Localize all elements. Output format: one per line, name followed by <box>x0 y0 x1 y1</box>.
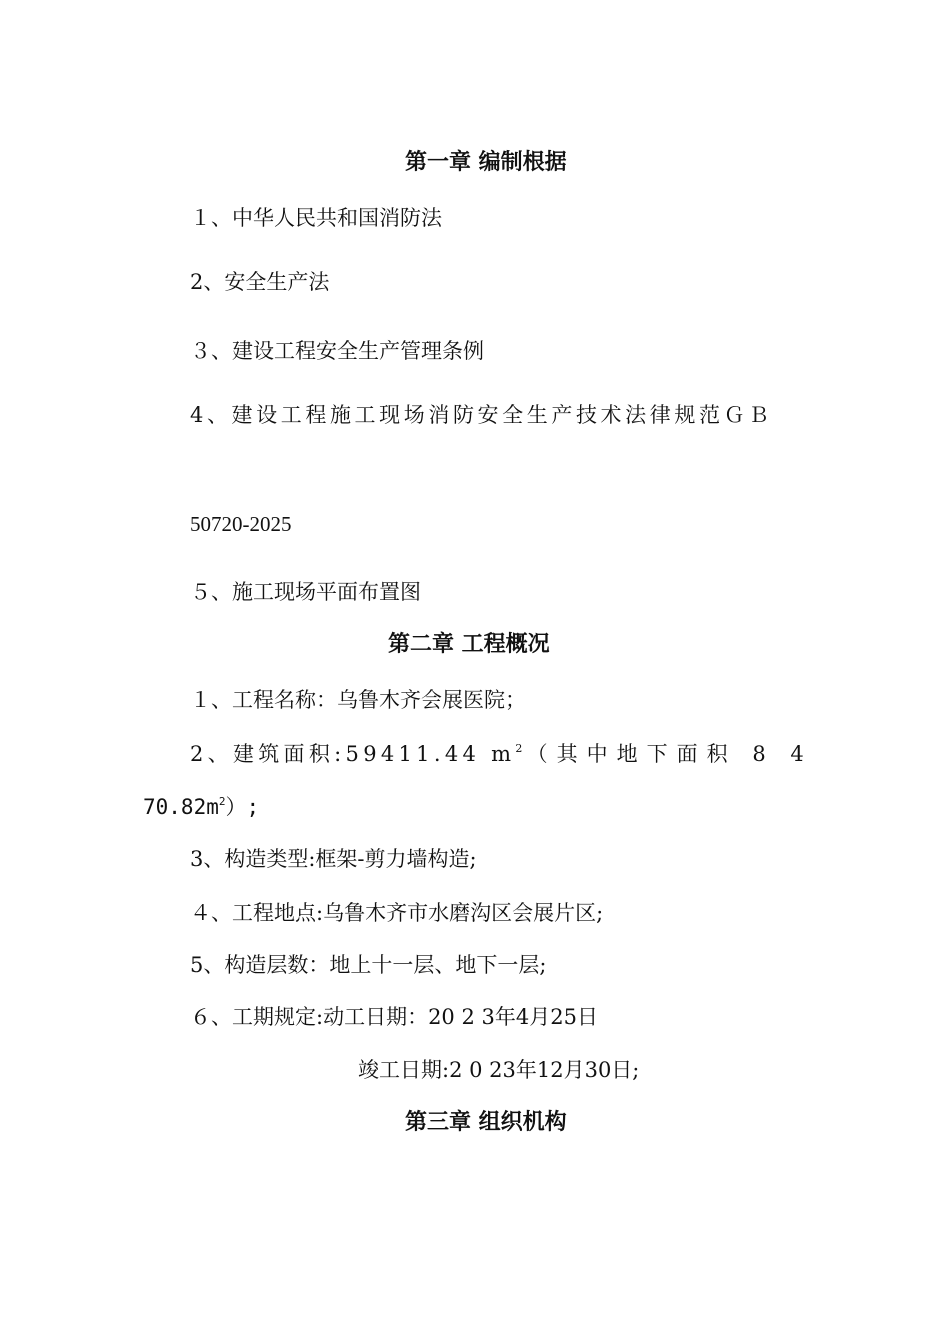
overview-item-2-end: ）; <box>225 795 260 819</box>
overview-item-4: ４、工程地点:乌鲁木齐市水磨沟区会展片区; <box>190 901 604 925</box>
basis-item-4: 4、建设工程施工现场消防安全生产技术法律规范ＧＢ <box>190 403 773 427</box>
basis-item-4-continued: 50720-2025 <box>190 512 292 536</box>
basis-item-2: 2、安全生产法 <box>190 270 330 294</box>
superscript-2: 2 <box>218 795 226 808</box>
overview-item-1: １、工程名称：乌鲁木齐会展医院； <box>190 688 526 712</box>
overview-item-2-continued <box>143 793 259 821</box>
overview-item-2 <box>190 740 813 768</box>
chapter-1-title: 第一章 编制根据 <box>405 149 567 175</box>
underground-area-value: 70.82m <box>143 795 219 819</box>
chapter-2-title: 第二章 工程概况 <box>388 631 550 657</box>
superscript-2: 2 <box>515 742 527 755</box>
chapter-3-title: 第三章 组织机构 <box>405 1109 567 1135</box>
basis-item-1: １、中华人民共和国消防法 <box>190 206 442 230</box>
overview-item-5: 5、构造层数：地上十一层、地下一层; <box>190 953 547 977</box>
overview-item-3: 3、构造类型:框架-剪力墙构造; <box>190 847 477 871</box>
overview-item-2-text: 2、建筑面积:59411.44 m <box>190 742 516 766</box>
overview-item-6-completion: 竣工日期:2 0 23年12月30日; <box>358 1058 640 1082</box>
overview-item-6: ６、工期规定:动工日期：20 2 3年4月25日 <box>190 1005 598 1029</box>
overview-item-2-underground: （其中地下面积 8 4 <box>526 742 813 766</box>
basis-item-5: ５、施工现场平面布置图 <box>190 580 421 604</box>
basis-item-3: ３、建设工程安全生产管理条例 <box>190 339 484 363</box>
